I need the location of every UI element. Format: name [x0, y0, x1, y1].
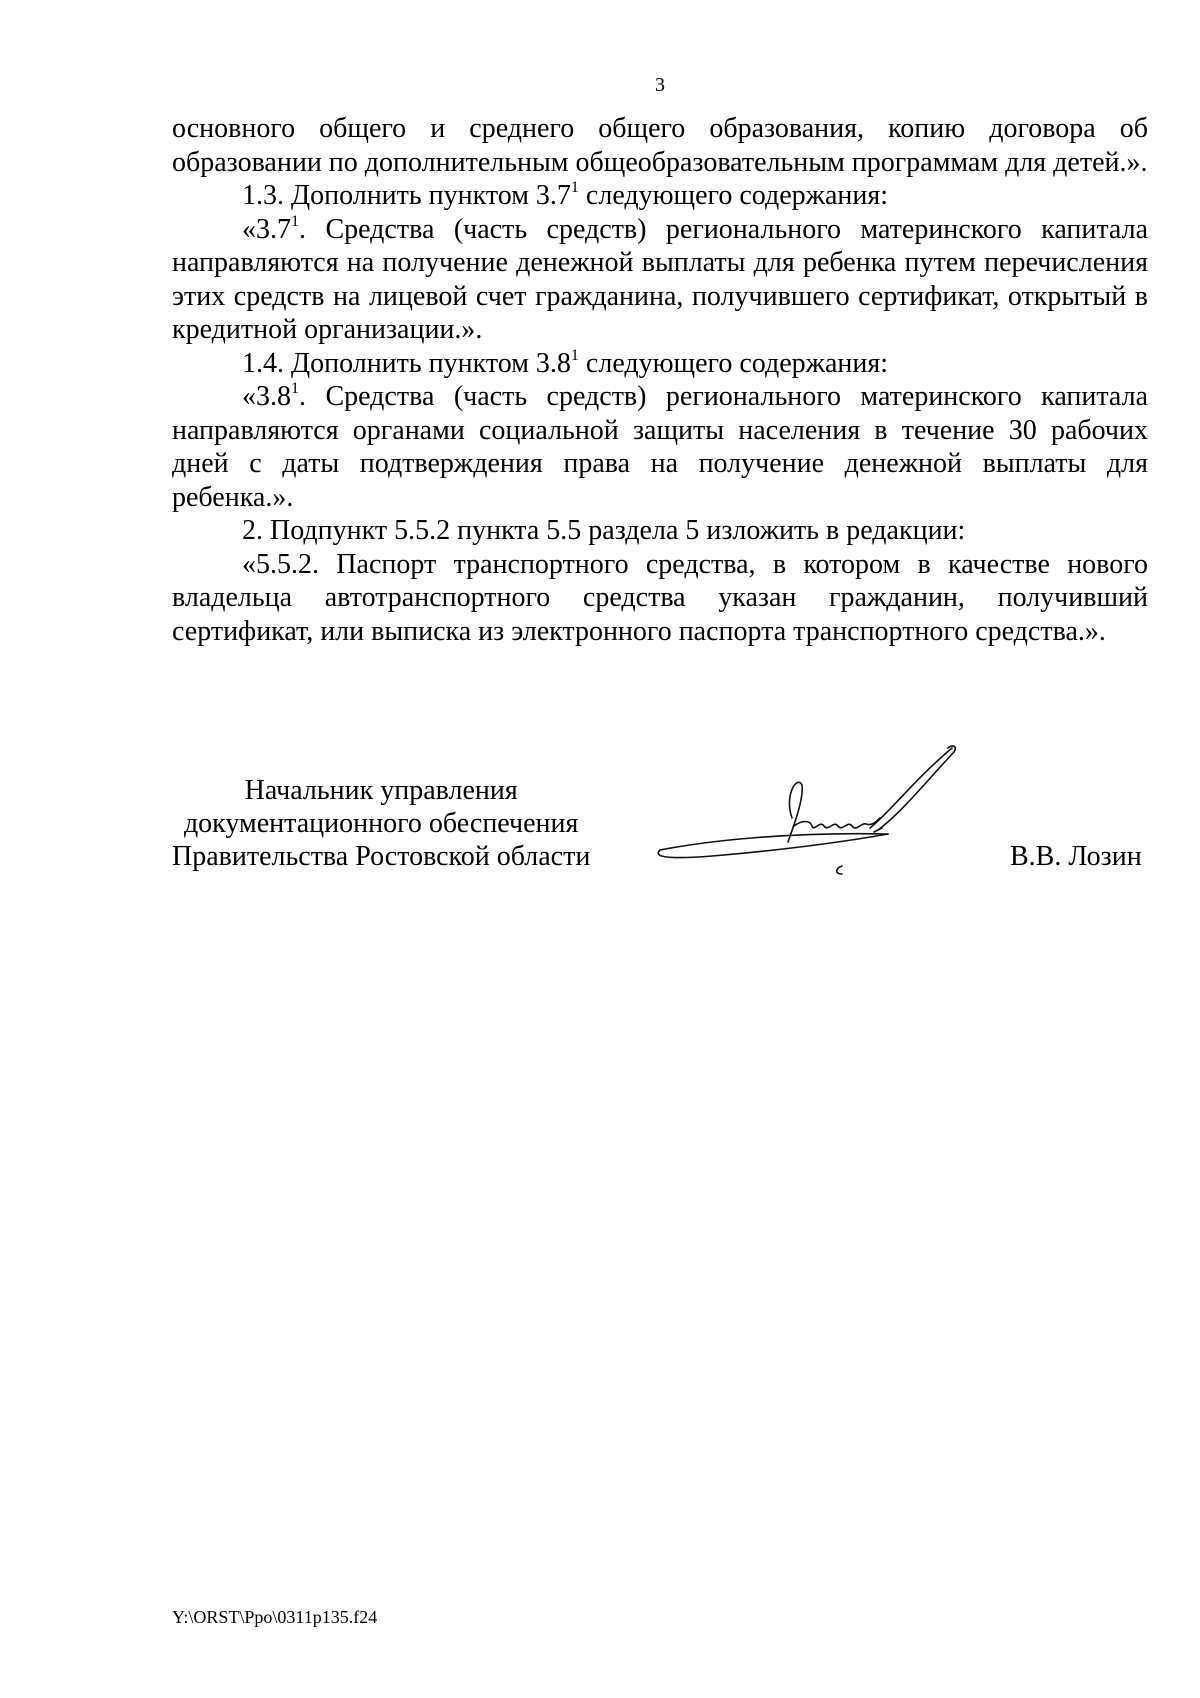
paragraph-1-4	[172, 347, 1148, 381]
paragraph-3-8-1	[172, 380, 1148, 514]
paragraph-text: следующего содержания:	[578, 347, 889, 379]
superscript: 1	[570, 346, 579, 364]
superscript: 1	[291, 380, 299, 397]
paragraph-text: . Средства (часть средств) регионального материнского капитала направляются на получение денежной выплаты для ребенка путем перечисления этих средств на лицевой счет гражданина, получившего сертификат, открытый в кредитной организации.».	[172, 213, 1148, 345]
paragraph-3-7-1	[172, 213, 1148, 347]
superscript: 1	[570, 179, 579, 196]
paragraph-text: следующего содержания:	[578, 180, 889, 211]
position-line: документационного обеспечения	[183, 808, 579, 839]
paragraph-text: . Средства (часть средств) регионального материнского капитала направляются органами социальной защиты населения в течение 30 рабочих дней с даты подтверждения права на получение денежной выплаты для ребенка.».	[172, 381, 1148, 513]
superscript: 1	[291, 212, 299, 230]
document-body	[172, 112, 1148, 648]
paragraph-2: 2. Подпункт 5.5.2 пункта 5.5 раздела 5 изложить в редакции:	[242, 515, 966, 546]
file-path-footer: Y:\ORST\Ppo\0311p135.f24	[172, 1607, 378, 1627]
paragraph-5-5-2: «5.5.2. Паспорт транспортного средства, в котором в качестве нового владельца автотранспортного средства указан гражданин, получивший сертификат, или выписка из электронного паспорта транспортного средства.».	[172, 548, 1148, 647]
paragraph-text: «3.8	[242, 381, 291, 412]
position-line: Начальник управления	[244, 775, 518, 806]
paragraph-text: 1.4. Дополнить пунктом 3.8	[242, 347, 571, 379]
paragraph-text: «3.7	[242, 213, 291, 245]
signatory-name: В.В. Лозин	[1010, 841, 1142, 872]
handwritten-signature	[652, 740, 982, 890]
signatory-position	[172, 774, 590, 873]
paragraph-text: 1.3. Дополнить пунктом 3.7	[242, 180, 571, 211]
page-number: 3	[655, 74, 665, 96]
position-line: Правительства Ростовской области	[172, 841, 591, 872]
paragraph-continuation: основного общего и среднего общего образования, копию договора об образовании по дополнительным общеобразовательным программам для детей.».	[172, 113, 1148, 178]
paragraph-1-3	[172, 179, 1148, 213]
